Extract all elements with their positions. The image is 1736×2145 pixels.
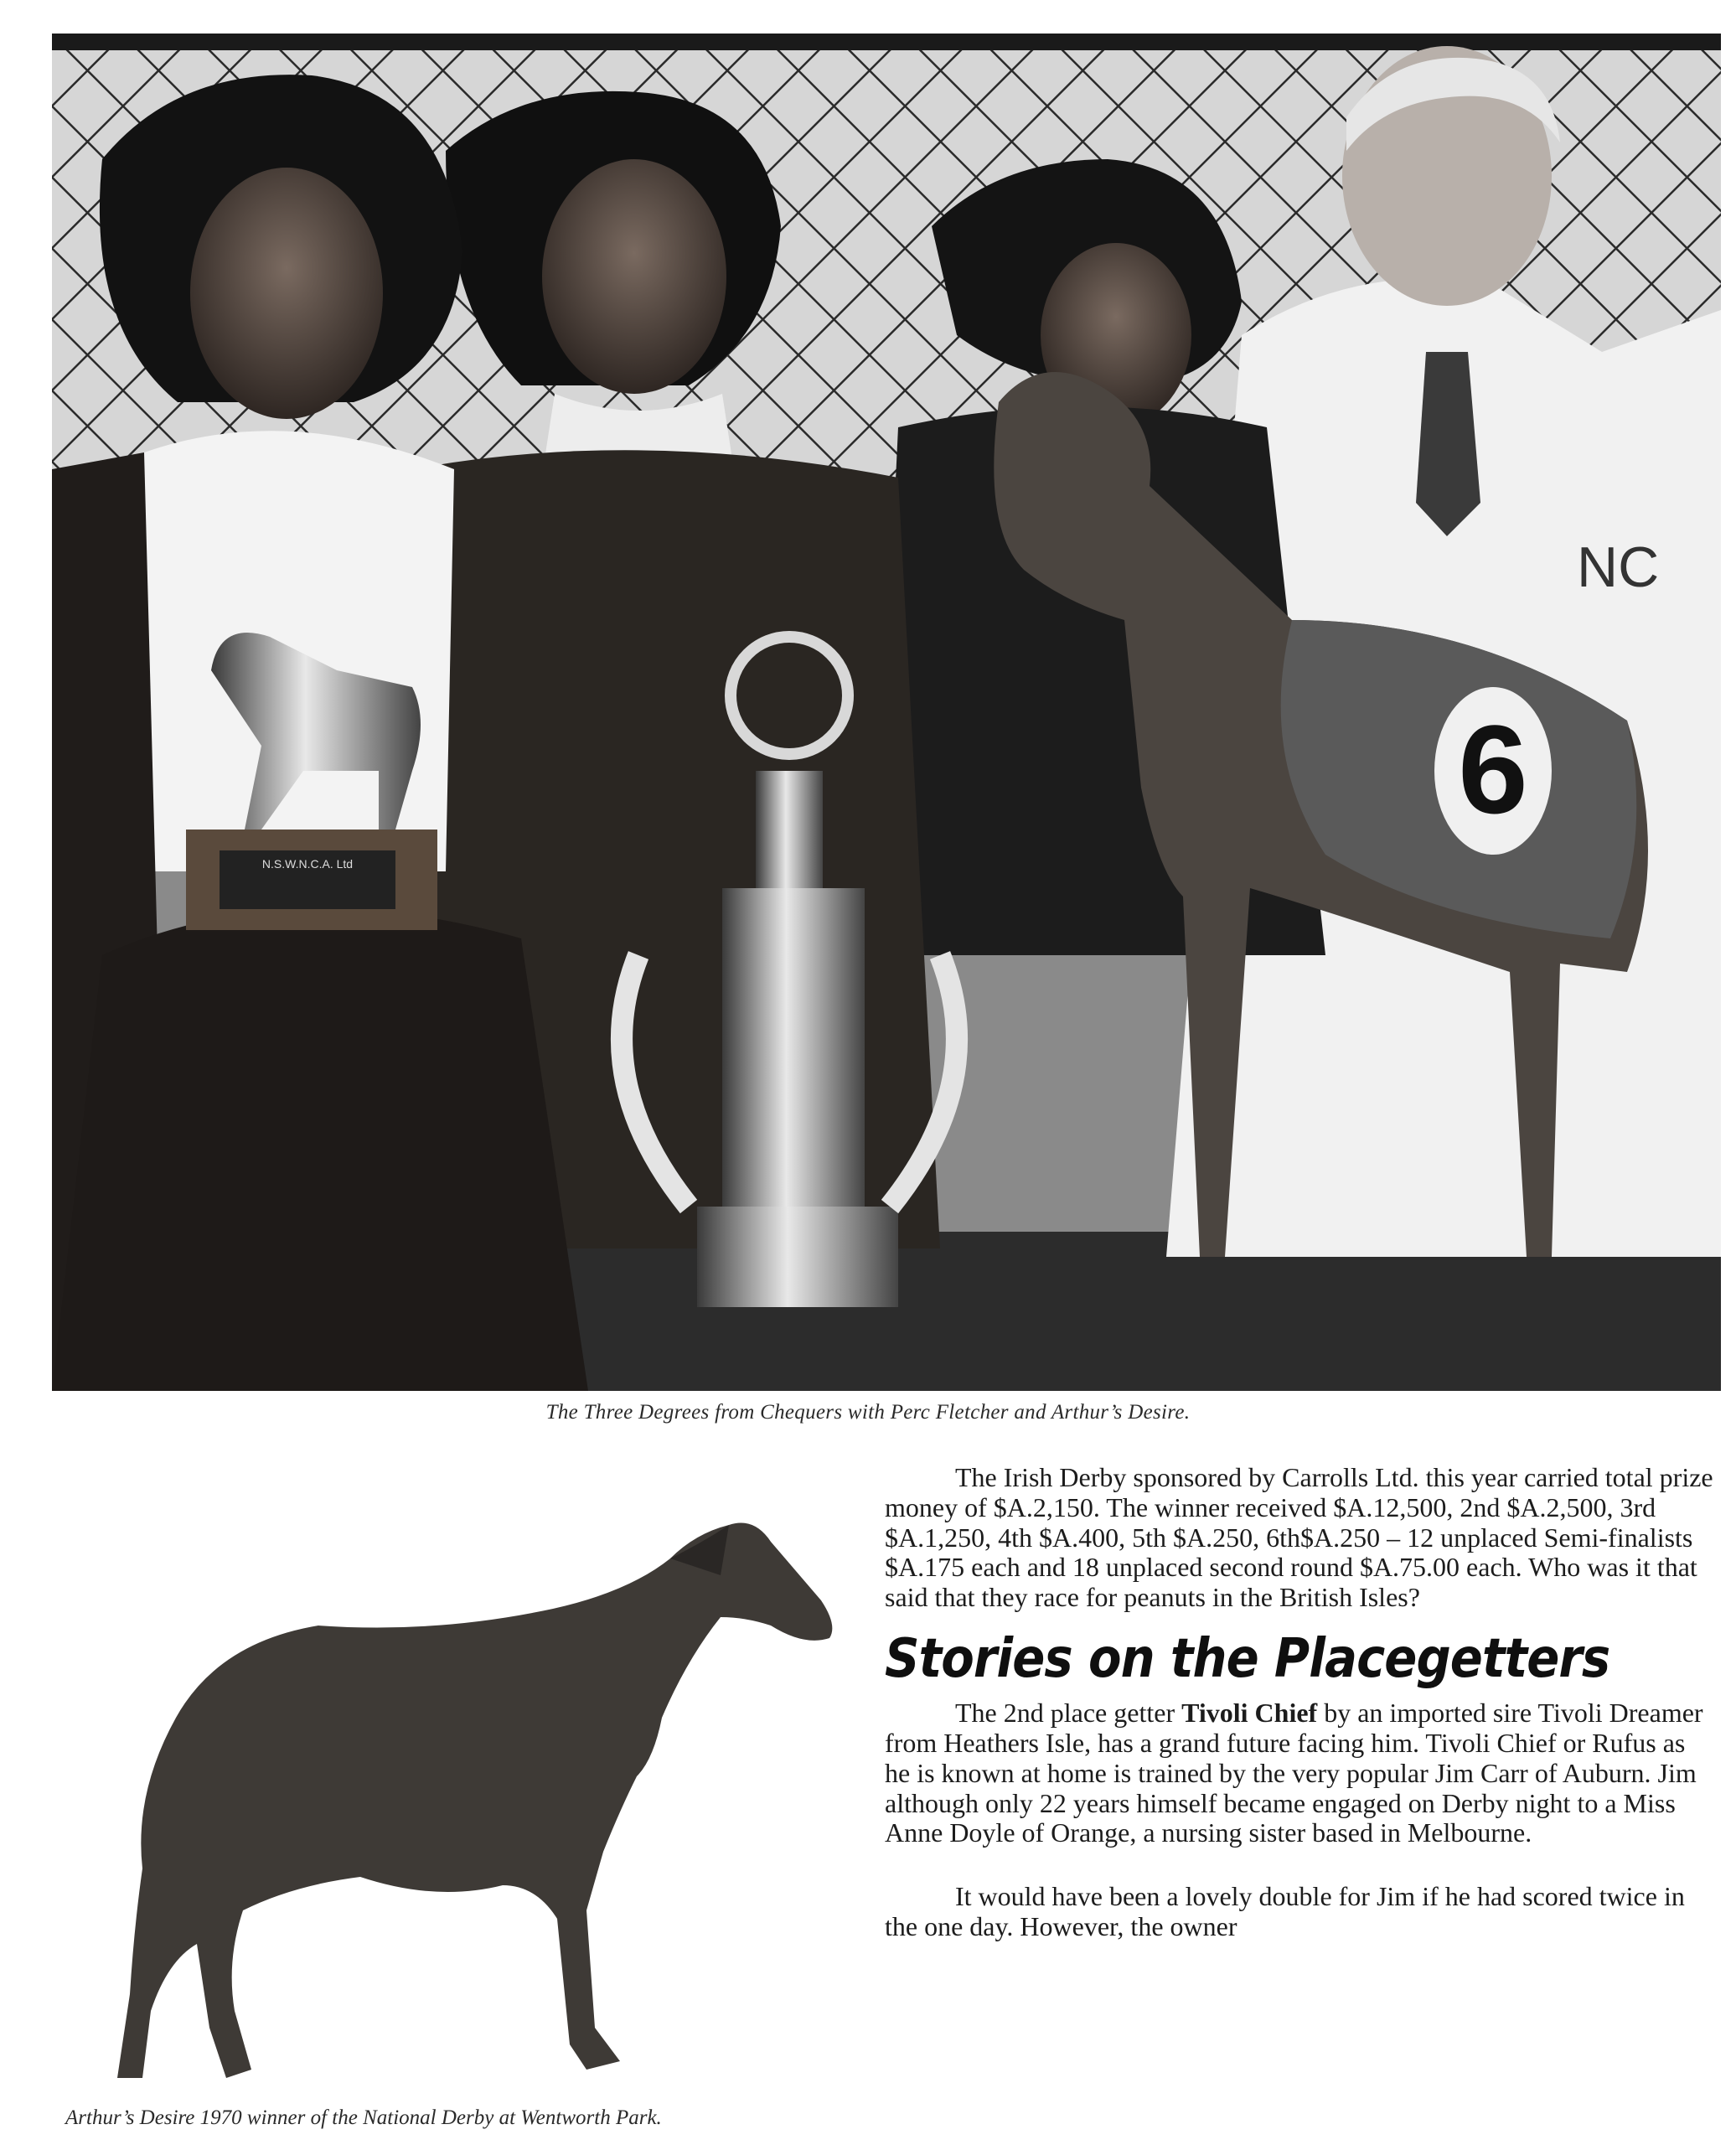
top-photo-caption: The Three Degrees from Chequers with Perc Fletcher and Arthur’s Desire. xyxy=(545,1401,1191,1424)
paragraph-tivoli-chief xyxy=(885,1698,1714,1848)
saddle-number: 6 xyxy=(1458,699,1528,840)
article xyxy=(885,1463,1714,1942)
paragraph-double: It would have been a lovely double for Jim if he had scored twice in the one day. However, the owner xyxy=(885,1881,1685,1942)
dog-name: Tivoli Chief xyxy=(1181,1698,1318,1729)
paragraph-text: by an imported sire Tivoli Dreamer from Heathers Isle, has a grand future facing him. Tivoli Chief or Rufus as he is known at home is trained by the very popular Jim Carr of Auburn. Jim although only 22 years himself became engaged on Derby night to a Miss Anne Doyle of Orange, a nursing sister based in Melbourne. xyxy=(885,1698,1703,1848)
greyhound-photo xyxy=(84,1491,863,2095)
greyhound-caption: Arthur’s Desire 1970 winner of the National Derby at Wentworth Park. xyxy=(65,2106,662,2129)
paragraph-irish-derby: The Irish Derby sponsored by Carrolls Ltd. this year carried total prize money of $A.2,150. The winner received $A.12,500, 2nd $A.2,500, 3rd $A.1,250, 4th $A.400, 5th $A.250, 6th$A.250 – 12 unplaced Semi-finalists $A.175 each and 18 unplaced second round $A.75.00 each. Who was it that said that they race for peanuts in the British Isles? xyxy=(885,1462,1713,1613)
trophy-plaque: N.S.W.N.C.A. Ltd xyxy=(261,857,354,871)
section-heading: Stories on the Placegetters xyxy=(885,1628,1610,1691)
paragraph-text: The 2nd place getter xyxy=(955,1698,1182,1729)
jacket-text: NC xyxy=(1577,535,1660,599)
group-photo xyxy=(52,34,1721,1391)
